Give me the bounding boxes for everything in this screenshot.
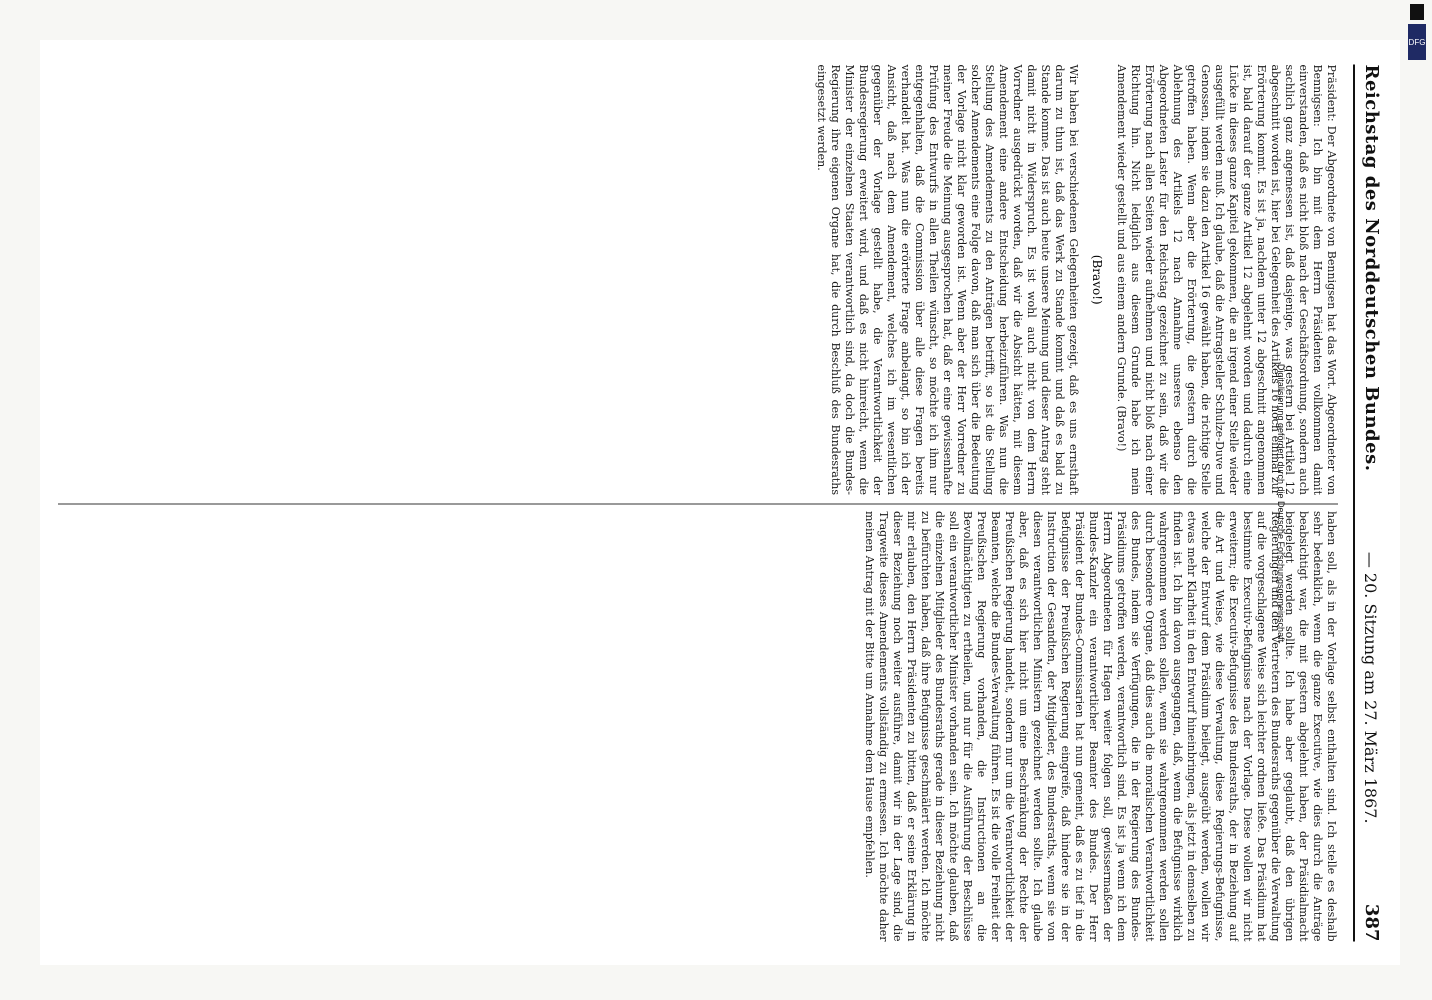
bookmark-icon xyxy=(1410,4,1424,20)
header-title: Reichstag des Norddeutschen Bundes. xyxy=(1361,64,1382,471)
text-columns xyxy=(58,64,1338,941)
right-column xyxy=(58,511,1338,942)
page-number: 387 xyxy=(1361,903,1382,941)
digitization-note: Digitalisierung gefördert durch die Deutsche Forschungsgemeinschaft xyxy=(1275,363,1286,642)
header-session: — 20. Sitzung am 27. März 1867. xyxy=(1361,551,1380,824)
dfg-logo: DFG xyxy=(1408,24,1426,60)
right-column-text: haben soll, als in der Vorlage selbst enthalten sind. Ich stelle es deshalb sehr bedenklich, wenn die ganze Executive, wie dies durch die Anträge beabsichtigt war, die mit gestern abgelehnt haben, der Präsidialmacht beigelegt werden sollte. Ich habe aber geglaubt, daß den übrigen Regierungen und den Vertretern des Bundesraths gegenüber die Verwaltung auf die vorgeschlagene Weise sich leichter ordnen ließe. Das Präsidium hat bestimmte Executiv-Befugnisse nach der Vorlage. Diese wollen wir nicht erweitern; die Executiv-Befugnisse des Bundesraths, der in Beziehung auf die Art und Weise, wie diese Verwaltung, diese Regierungs-Befugnisse, welche der Entwurf dem Präsidium beilegt, ausgeübt werden, wollen wir etwas mehr Klarheit in den Entwurf hineinbringen, als jetzt in demselben zu finden ist. Ich bin davon ausgegangen, daß, wenn die Befugnisse wirklich wahrgenommen werden sollen, wenn sie wahrgenommen werden sollen durch besondere Organe, daß dies auch die moralischen Verantwortlichkeit des Bundes, indem sie Verfügungen, die in der Regierung des Bundes-Präsidiums getroffen werden, verantwortlich sind. Es ist ja wenn ich dem Herrn Abgeordneten für Hagen weiter folgen soll, gewissermaßen der Bundes-Kanzler ein verantwortlicher Beamter des Bundes. Der Herr Präsident der Bundes-Commissarien hat nun gemeint, daß es zu tief in die Befugnisse der Preußischen Regierung eingreife, daß hindere sie in der Instruction der Gesandten, der Mitglieder, des Bundesraths, wenn sie von diesen verantwortlichen Ministern gezeichnet werden sollte. Ich glaube aber, daß es sich hier nicht um eine Beschränkung der Rechte der Preußischen Regierung handelt, sondern nur um die Verantwortlichkeit der Beamten, welche die Bundes-Verwaltung führen. Es ist die volle Freiheit der Preußischen Regierung vorhanden, die Instructionen an die Bevollmächtigten zu ertheilen, und nur für die Ausführung der Beschlüsse soll ein verantwortlicher Minister vorhanden sein. Ich möchte glauben, daß die einzelnen Mitglieder des Bundesraths gerade in dieser Beziehung nicht zu befürchten haben, daß ihre Befugnisse geschmälert werden. Ich möchte mir erlauben, den Herrn Präsidenten zu bitten, daß er seine Erklärung in dieser Beziehung noch weiter ausführe, damit wir in der Lage sind, die Tragweite dieses Amendements vollständig zu ermessen. Ich möchte daher meinen Antrag mit der Bitte um Annahme dem Hause empfehlen. xyxy=(863,510,1338,941)
page-header xyxy=(1353,64,1382,941)
document-page xyxy=(40,40,1400,965)
rotated-page-content xyxy=(40,40,1400,965)
left-column xyxy=(58,64,1338,495)
left-column-text-continued: Wir haben bei verschiedenen Gelegenheiten gezeigt, daß es uns ernsthaft darum zu thun ist, daß das Werk zu Stande kommt und daß es bald zu Stande komme. Das ist auch heute unsere Meinung und dieser Antrag steht damit nicht in Widerspruch. Es ist wohl auch nicht von dem Herrn Vorredner ausgedrückt worden, daß wir die Absicht hätten, mit diesem Amendement eine andere Entscheidung herbeizuführen. Was nun die Stellung des Amendements zu den Anträgen betrifft, so ist die Stellung solcher Amendements eine Folge davon, daß man sich über die Bedeutung der Vorlage nicht klar geworden ist. Wenn aber der Herr Vorredner zu meiner Freude die Meinung ausgesprochen hat, daß er eine gewissenhafte Prüfung des Entwurfs in allen Theilen wünscht, so möchte ich ihm nur entgegenhalten, daß die Commission über alle diese Fragen bereits verhandelt hat. Was nun die erörterte Frage anbelangt, so bin ich der Ansicht, daß nach dem Amendement, welches ich im wesentlichen gegenüber der Vorlage gestellt habe, die Verantwortlichkeit der Bundesregierung erweitert wird, und daß es nicht hinreicht, wenn die Minister der einzelnen Staaten verantwortlich sind, da doch die Bundes-Regierung ihre eigenen Organe hat, die durch Beschluß des Bundesraths eingesetzt werden. xyxy=(815,64,1080,495)
left-column-text: Präsident: Der Abgeordnete von Bennigsen hat das Wort. Abgeordneter von Bennigsen: Ich bin mit dem Herrn Präsidenten vollkommen damit einverstanden, daß es nicht bloß nach der Geschäftsordnung, sondern auch sachlich ganz angemessen ist, daß dasjenige, was gestern bei Artikel 12 abgeschnitt worden ist, hier bei Gelegenheit des Artikels 16 noch einmal zur Erörterung kommt. Es ist ja, nachdem unter 12 abgeschnitt angenommen ist, bald darauf der ganze Artikel 12 abgelehnt worden und dadurch eine Lücke in dieses ganze Kapitel gekommen, die an irgend einer Stelle wieder ausgefüllt werden muß. Ich glaube, daß die Antragsteller Schulze-Duve und Genossen, indem sie dazu den Artikel 16 gewählt haben, die richtige Stelle getroffen haben. Wenn aber die Erörterung, die gestern durch die Ablehnung des Artikels 12 nach Annahme unseres ebenso den Abgeordneten Laster für den Reichstag gezeichnet zu sein, daß wir die Erörterung nach allen Seiten wieder aufnehmen und nicht bloß nach einer Richtung hin. Nicht lediglich aus diesem Grunde habe ich mein Amendement wieder gestellt und aus einem andern Grunde. (Bravo!) xyxy=(1115,64,1338,495)
applause-note: (Bravo!) xyxy=(1090,254,1104,305)
